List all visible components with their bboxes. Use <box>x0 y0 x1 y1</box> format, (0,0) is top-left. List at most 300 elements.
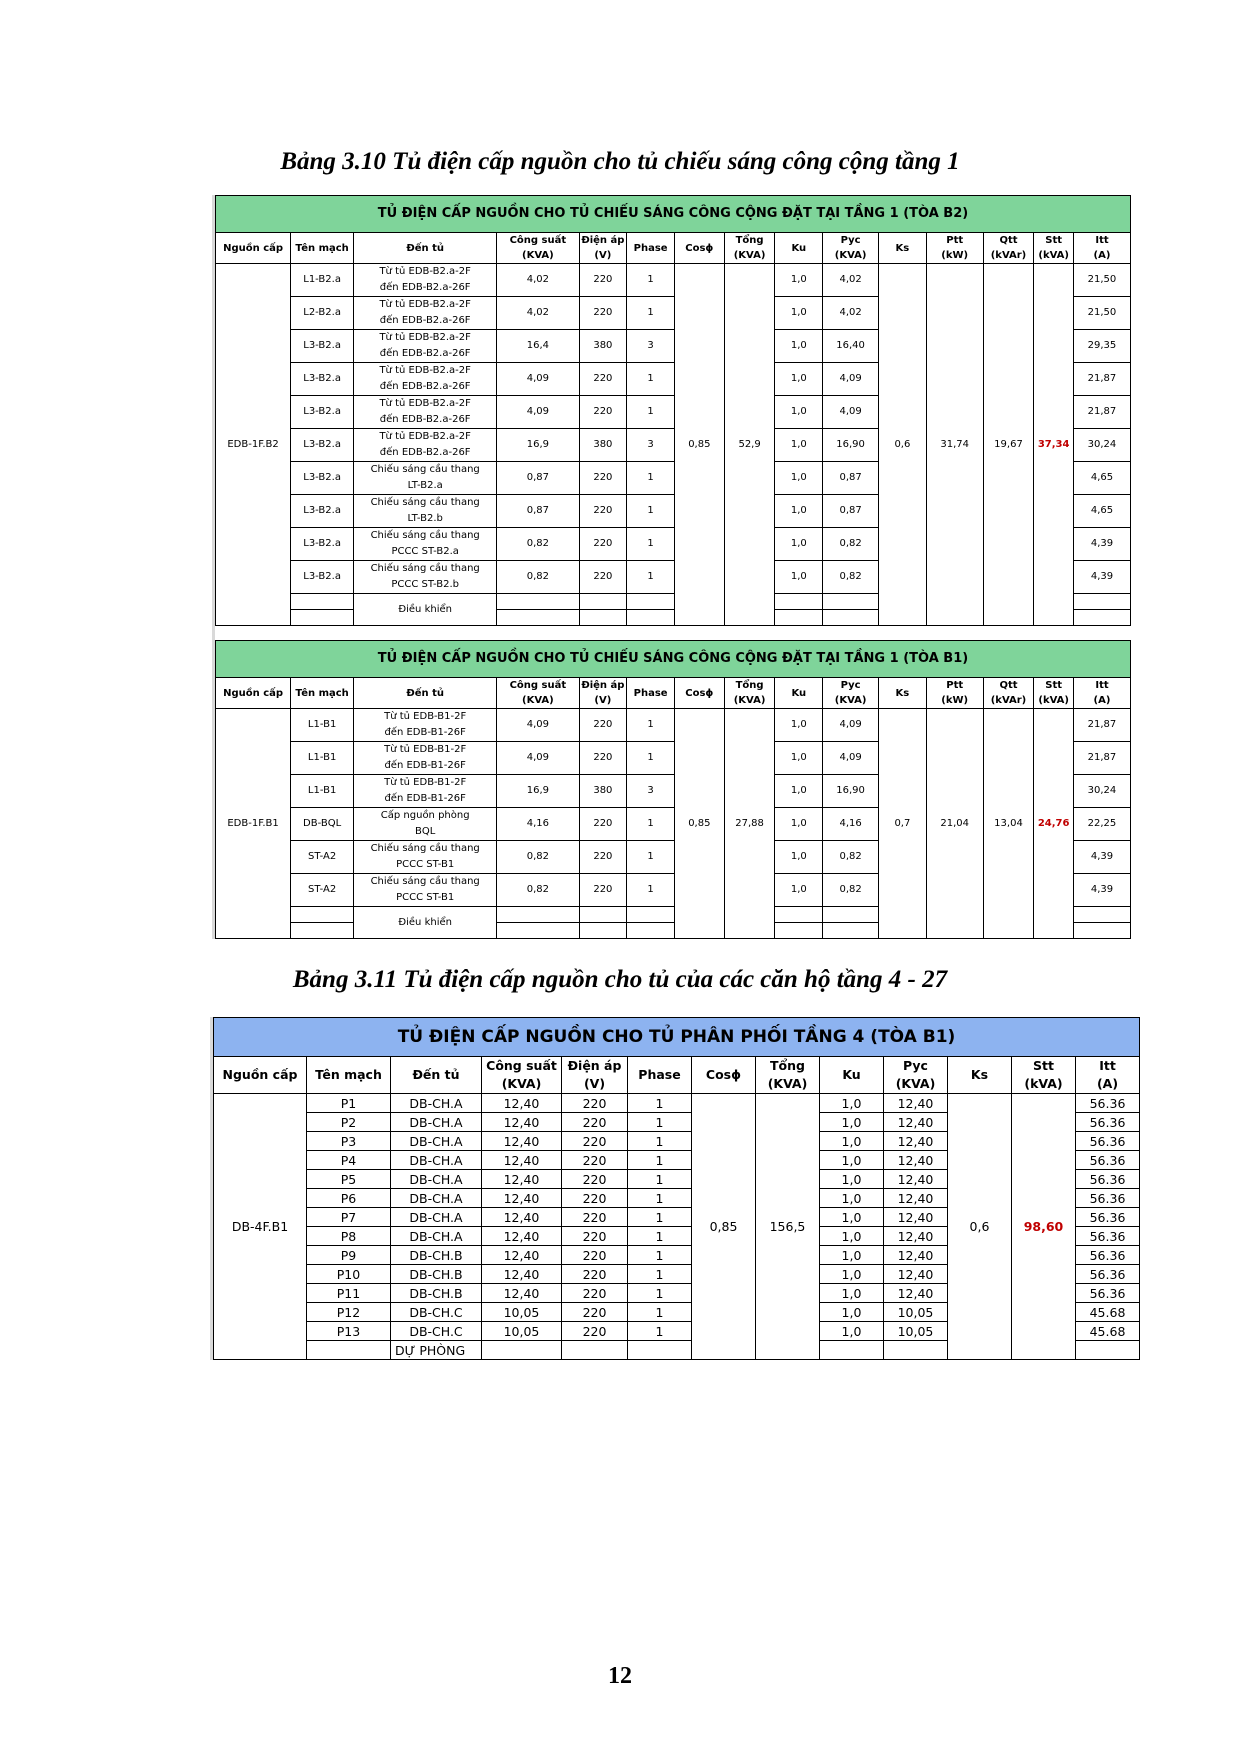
itt: 4,39 <box>1073 561 1130 594</box>
phase: 1 <box>627 808 675 841</box>
ku: 1,0 <box>775 264 823 297</box>
pyc: 4,09 <box>823 363 879 396</box>
power-kva: 12,40 <box>482 1151 562 1170</box>
col-total: Tổng (KVA) <box>724 233 775 264</box>
caption-table-3-11: Bảng 3.11 Tủ điện cấp nguồn cho tủ của các căn hộ tầng 4 - 27 <box>292 966 948 993</box>
pyc: 12,40 <box>884 1246 948 1265</box>
itt: 56.36 <box>1076 1094 1140 1113</box>
circuit-name: ST-A2 <box>291 874 354 907</box>
pyc: 12,40 <box>884 1227 948 1246</box>
table-title-row <box>214 1018 1140 1057</box>
total-kva: 52,9 <box>724 264 775 626</box>
pyc: 16,90 <box>823 429 879 462</box>
circuit-name: P9 <box>307 1246 391 1265</box>
pyc: 12,40 <box>884 1094 948 1113</box>
itt: 56.36 <box>1076 1284 1140 1303</box>
circuit-name: P3 <box>307 1132 391 1151</box>
to-panel: Từ tủ EDB-B2.a-2F đến EDB-B2.a-26F <box>354 297 497 330</box>
phase: 1 <box>627 297 675 330</box>
page-number: 12 <box>608 1663 632 1689</box>
to-panel: Chiếu sáng cầu thang PCCC ST-B1 <box>354 874 497 907</box>
voltage: 220 <box>562 1284 628 1303</box>
phase: 1 <box>627 709 675 742</box>
to-panel: Từ tủ EDB-B2.a-2F đến EDB-B2.a-26F <box>354 429 497 462</box>
power-kva: 12,40 <box>482 1227 562 1246</box>
itt: 29,35 <box>1073 330 1130 363</box>
ku: 1,0 <box>775 874 823 907</box>
col-power: Công suất (KVA) <box>497 233 579 264</box>
pyc: 12,40 <box>884 1208 948 1227</box>
phase: 1 <box>627 561 675 594</box>
pyc: 12,40 <box>884 1151 948 1170</box>
itt: 4,39 <box>1073 841 1130 874</box>
voltage: 220 <box>562 1246 628 1265</box>
power-kva: 16,4 <box>497 330 579 363</box>
col-stt: Stt (kVA) <box>1034 233 1074 264</box>
col-source: Nguồn cấp <box>214 1057 307 1094</box>
phase: 1 <box>628 1208 692 1227</box>
ku: 1,0 <box>775 396 823 429</box>
voltage: 220 <box>579 841 627 874</box>
itt: 30,24 <box>1073 775 1130 808</box>
phase: 1 <box>628 1265 692 1284</box>
col-voltage: Điện áp (V) <box>579 678 627 709</box>
header-row <box>216 233 1131 264</box>
to-panel: Chiếu sáng cầu thang PCCC ST-B2.b <box>354 561 497 594</box>
voltage: 220 <box>579 297 627 330</box>
to-panel: Từ tủ EDB-B1-2F đến EDB-B1-26F <box>354 775 497 808</box>
col-ku: Ku <box>775 678 823 709</box>
col-circuit: Tên mạch <box>291 678 354 709</box>
itt: 4,65 <box>1073 462 1130 495</box>
to-panel: Chiếu sáng cầu thang PCCC ST-B2.a <box>354 528 497 561</box>
itt: 21,50 <box>1073 297 1130 330</box>
to-panel: Từ tủ EDB-B1-2F đến EDB-B1-26F <box>354 742 497 775</box>
col-circuit: Tên mạch <box>307 1057 391 1094</box>
source-panel: DB-4F.B1 <box>214 1094 307 1360</box>
power-kva: 12,40 <box>482 1208 562 1227</box>
pyc: 0,82 <box>823 561 879 594</box>
itt: 56.36 <box>1076 1227 1140 1246</box>
col-phase: Phase <box>627 678 675 709</box>
col-pyc: Pyc (KVA) <box>823 678 879 709</box>
col-ku: Ku <box>820 1057 884 1094</box>
power-kva: 0,82 <box>497 841 579 874</box>
qtt: 13,04 <box>983 709 1034 939</box>
col-ku: Ku <box>775 233 823 264</box>
ptt: 21,04 <box>926 709 983 939</box>
itt: 21,87 <box>1073 363 1130 396</box>
ku: 1,0 <box>820 1094 884 1113</box>
header-row <box>216 678 1131 709</box>
ku: 1,0 <box>775 330 823 363</box>
to-panel: DB-CH.A <box>391 1113 482 1132</box>
stt: 24,76 <box>1034 709 1074 939</box>
circuit-name: L1-B1 <box>291 709 354 742</box>
voltage: 220 <box>562 1170 628 1189</box>
col-to-panel: Đến tủ <box>354 678 497 709</box>
ku: 1,0 <box>775 429 823 462</box>
to-panel: Chiếu sáng cầu thang LT-B2.b <box>354 495 497 528</box>
circuit-name: L3-B2.a <box>291 396 354 429</box>
itt: 56.36 <box>1076 1208 1140 1227</box>
col-stt: Stt (kVA) <box>1034 678 1074 709</box>
itt: 56.36 <box>1076 1189 1140 1208</box>
spreadsheet-table-3-11 <box>210 1017 1140 1360</box>
qtt: 19,67 <box>983 264 1034 626</box>
pyc: 4,02 <box>823 297 879 330</box>
itt: 21,87 <box>1073 742 1130 775</box>
control-label: Điều khiển <box>354 907 497 939</box>
voltage: 220 <box>579 808 627 841</box>
itt: 4,39 <box>1073 874 1130 907</box>
ks: 0,6 <box>879 264 927 626</box>
power-kva: 4,09 <box>497 396 579 429</box>
power-kva: 0,82 <box>497 528 579 561</box>
itt: 21,50 <box>1073 264 1130 297</box>
power-kva: 0,87 <box>497 462 579 495</box>
ptt: 31,74 <box>926 264 983 626</box>
power-kva: 12,40 <box>482 1094 562 1113</box>
circuit-name: L3-B2.a <box>291 462 354 495</box>
pyc: 0,82 <box>823 874 879 907</box>
col-power: Công suất (KVA) <box>482 1057 562 1094</box>
voltage: 380 <box>579 429 627 462</box>
cosphi: 0,85 <box>674 264 724 626</box>
pyc: 4,02 <box>823 264 879 297</box>
to-panel: DB-CH.B <box>391 1265 482 1284</box>
col-pyc: Pyc (KVA) <box>884 1057 948 1094</box>
power-kva: 12,40 <box>482 1189 562 1208</box>
ku: 1,0 <box>775 808 823 841</box>
circuit-name: P5 <box>307 1170 391 1189</box>
pyc: 0,87 <box>823 462 879 495</box>
table-title: TỦ ĐIỆN CẤP NGUỒN CHO TỦ CHIẾU SÁNG CÔNG CỘNG ĐẶT TẠI TẦNG 1 (TÒA B2) <box>216 196 1131 233</box>
circuit-name: L1-B2.a <box>291 264 354 297</box>
itt: 21,87 <box>1073 396 1130 429</box>
col-qtt: Qtt (kVAr) <box>983 678 1034 709</box>
ku: 1,0 <box>820 1189 884 1208</box>
circuit-name: L3-B2.a <box>291 561 354 594</box>
phase: 1 <box>628 1113 692 1132</box>
pyc: 4,09 <box>823 742 879 775</box>
phase: 1 <box>627 742 675 775</box>
ku: 1,0 <box>775 462 823 495</box>
ku: 1,0 <box>820 1151 884 1170</box>
col-itt: Itt (A) <box>1076 1057 1140 1094</box>
power-kva: 16,9 <box>497 775 579 808</box>
pyc: 0,82 <box>823 528 879 561</box>
itt: 45.68 <box>1076 1322 1140 1341</box>
ku: 1,0 <box>775 528 823 561</box>
to-panel: DB-CH.A <box>391 1227 482 1246</box>
power-kva: 12,40 <box>482 1284 562 1303</box>
circuit-name: L2-B2.a <box>291 297 354 330</box>
to-panel: DB-CH.A <box>391 1208 482 1227</box>
ku: 1,0 <box>820 1132 884 1151</box>
col-stt: Stt (kVA) <box>1012 1057 1076 1094</box>
to-panel: Từ tủ EDB-B2.a-2F đến EDB-B2.a-26F <box>354 330 497 363</box>
to-panel: DB-CH.A <box>391 1151 482 1170</box>
pyc: 12,40 <box>884 1113 948 1132</box>
col-ptt: Ptt (kW) <box>926 678 983 709</box>
power-kva: 10,05 <box>482 1303 562 1322</box>
voltage: 380 <box>579 330 627 363</box>
to-panel: DB-CH.A <box>391 1094 482 1113</box>
phase: 1 <box>628 1170 692 1189</box>
table-title-row <box>216 196 1131 233</box>
phase: 1 <box>627 363 675 396</box>
spacer-row <box>216 626 1131 641</box>
col-qtt: Qtt (kVAr) <box>983 233 1034 264</box>
voltage: 220 <box>579 709 627 742</box>
itt: 22,25 <box>1073 808 1130 841</box>
circuit-name: P11 <box>307 1284 391 1303</box>
pyc: 12,40 <box>884 1265 948 1284</box>
ku: 1,0 <box>820 1113 884 1132</box>
col-itt: Itt (A) <box>1073 678 1130 709</box>
col-ptt: Ptt (kW) <box>926 233 983 264</box>
voltage: 220 <box>562 1208 628 1227</box>
power-kva: 0,87 <box>497 495 579 528</box>
pyc: 4,16 <box>823 808 879 841</box>
power-kva: 16,9 <box>497 429 579 462</box>
voltage: 380 <box>579 775 627 808</box>
phase: 3 <box>627 429 675 462</box>
circuit-name: P1 <box>307 1094 391 1113</box>
power-kva: 12,40 <box>482 1246 562 1265</box>
itt: 56.36 <box>1076 1151 1140 1170</box>
to-panel: DB-CH.A <box>391 1170 482 1189</box>
pyc: 4,09 <box>823 396 879 429</box>
voltage: 220 <box>562 1189 628 1208</box>
col-source: Nguồn cấp <box>216 233 291 264</box>
table-title-row <box>216 641 1131 678</box>
phase: 1 <box>627 495 675 528</box>
phase: 1 <box>628 1227 692 1246</box>
ku: 1,0 <box>775 363 823 396</box>
power-kva: 12,40 <box>482 1170 562 1189</box>
to-panel: Chiếu sáng cầu thang PCCC ST-B1 <box>354 841 497 874</box>
pyc: 12,40 <box>884 1284 948 1303</box>
pyc: 16,40 <box>823 330 879 363</box>
power-kva: 0,82 <box>497 561 579 594</box>
power-kva: 4,09 <box>497 742 579 775</box>
voltage: 220 <box>562 1303 628 1322</box>
itt: 45.68 <box>1076 1303 1140 1322</box>
circuit-name: P7 <box>307 1208 391 1227</box>
phase: 1 <box>627 841 675 874</box>
to-panel: DB-CH.B <box>391 1284 482 1303</box>
phase: 1 <box>627 462 675 495</box>
power-kva: 0,82 <box>497 874 579 907</box>
col-cosphi: Cosϕ <box>674 678 724 709</box>
voltage: 220 <box>579 561 627 594</box>
circuit-name: L1-B1 <box>291 775 354 808</box>
to-panel: Từ tủ EDB-B2.a-2F đến EDB-B2.a-26F <box>354 363 497 396</box>
col-phase: Phase <box>628 1057 692 1094</box>
voltage: 220 <box>562 1322 628 1341</box>
col-phase: Phase <box>627 233 675 264</box>
col-cosphi: Cosϕ <box>674 233 724 264</box>
itt: 56.36 <box>1076 1170 1140 1189</box>
table-title: TỦ ĐIỆN CẤP NGUỒN CHO TỦ PHÂN PHỐI TẦNG 4 (TÒA B1) <box>214 1018 1140 1057</box>
voltage: 220 <box>579 396 627 429</box>
phase: 3 <box>627 775 675 808</box>
table-4f-b1 <box>213 1017 1140 1360</box>
ku: 1,0 <box>775 841 823 874</box>
circuit-name: L3-B2.a <box>291 330 354 363</box>
voltage: 220 <box>579 528 627 561</box>
to-panel: DB-CH.B <box>391 1246 482 1265</box>
phase: 1 <box>627 264 675 297</box>
ku: 1,0 <box>820 1284 884 1303</box>
col-voltage: Điện áp (V) <box>562 1057 628 1094</box>
ku: 1,0 <box>820 1303 884 1322</box>
pyc: 10,05 <box>884 1303 948 1322</box>
col-pyc: Pyc (KVA) <box>823 233 879 264</box>
ku: 1,0 <box>775 742 823 775</box>
voltage: 220 <box>562 1094 628 1113</box>
ku: 1,0 <box>820 1322 884 1341</box>
power-kva: 4,09 <box>497 363 579 396</box>
to-panel: Cấp nguồn phòng BQL <box>354 808 497 841</box>
phase: 1 <box>628 1132 692 1151</box>
itt: 4,65 <box>1073 495 1130 528</box>
voltage: 220 <box>562 1265 628 1284</box>
pyc: 10,05 <box>884 1322 948 1341</box>
voltage: 220 <box>579 462 627 495</box>
ku: 1,0 <box>775 297 823 330</box>
col-ks: Ks <box>948 1057 1012 1094</box>
pyc: 0,87 <box>823 495 879 528</box>
stt: 98,60 <box>1012 1094 1076 1360</box>
to-panel: Từ tủ EDB-B2.a-2F đến EDB-B2.a-26F <box>354 396 497 429</box>
col-cosphi: Cosϕ <box>692 1057 756 1094</box>
voltage: 220 <box>579 495 627 528</box>
col-itt: Itt (A) <box>1073 233 1130 264</box>
itt: 56.36 <box>1076 1113 1140 1132</box>
itt: 56.36 <box>1076 1246 1140 1265</box>
voltage: 220 <box>562 1113 628 1132</box>
power-kva: 4,09 <box>497 709 579 742</box>
header-row <box>214 1057 1140 1094</box>
table-title: TỦ ĐIỆN CẤP NGUỒN CHO TỦ CHIẾU SÁNG CÔNG CỘNG ĐẶT TẠI TẦNG 1 (TÒA B1) <box>216 641 1131 678</box>
pyc: 0,82 <box>823 841 879 874</box>
ku: 1,0 <box>820 1227 884 1246</box>
circuit-name: L1-B1 <box>291 742 354 775</box>
power-kva: 4,02 <box>497 297 579 330</box>
phase: 1 <box>628 1303 692 1322</box>
ku: 1,0 <box>820 1208 884 1227</box>
power-kva: 12,40 <box>482 1265 562 1284</box>
phase: 1 <box>628 1094 692 1113</box>
circuit-name: P2 <box>307 1113 391 1132</box>
to-panel: DB-CH.A <box>391 1189 482 1208</box>
itt: 21,87 <box>1073 709 1130 742</box>
ku: 1,0 <box>820 1170 884 1189</box>
col-source: Nguồn cấp <box>216 678 291 709</box>
voltage: 220 <box>579 874 627 907</box>
phase: 1 <box>628 1284 692 1303</box>
to-panel: Từ tủ EDB-B1-2F đến EDB-B1-26F <box>354 709 497 742</box>
power-kva: 12,40 <box>482 1113 562 1132</box>
phase: 1 <box>628 1189 692 1208</box>
voltage: 220 <box>562 1132 628 1151</box>
table-row <box>216 709 1131 742</box>
ku: 1,0 <box>775 775 823 808</box>
table-row <box>216 264 1131 297</box>
voltage: 220 <box>562 1227 628 1246</box>
voltage: 220 <box>579 363 627 396</box>
pyc: 12,40 <box>884 1170 948 1189</box>
voltage: 220 <box>579 264 627 297</box>
pyc: 4,09 <box>823 709 879 742</box>
phase: 1 <box>628 1151 692 1170</box>
pyc: 16,90 <box>823 775 879 808</box>
pyc: 12,40 <box>884 1132 948 1151</box>
circuit-name: P12 <box>307 1303 391 1322</box>
col-total: Tổng (KVA) <box>724 678 775 709</box>
phase: 1 <box>627 528 675 561</box>
source-panel: EDB-1F.B2 <box>216 264 291 626</box>
to-panel: DB-CH.C <box>391 1322 482 1341</box>
circuit-name: L3-B2.a <box>291 528 354 561</box>
ku: 1,0 <box>820 1246 884 1265</box>
control-label: Điều khiển <box>354 594 497 626</box>
col-power: Công suất (KVA) <box>497 678 579 709</box>
itt: 30,24 <box>1073 429 1130 462</box>
circuit-name: P8 <box>307 1227 391 1246</box>
power-kva: 12,40 <box>482 1132 562 1151</box>
to-panel: Từ tủ EDB-B2.a-2F đến EDB-B2.a-26F <box>354 264 497 297</box>
itt: 56.36 <box>1076 1132 1140 1151</box>
circuit-name: P10 <box>307 1265 391 1284</box>
cosphi: 0,85 <box>674 709 724 939</box>
voltage: 220 <box>579 742 627 775</box>
to-panel: DB-CH.A <box>391 1132 482 1151</box>
stt: 37,34 <box>1034 264 1074 626</box>
col-to-panel: Đến tủ <box>354 233 497 264</box>
phase: 1 <box>628 1246 692 1265</box>
table-row <box>214 1094 1140 1113</box>
ks: 0,7 <box>879 709 927 939</box>
total-kva: 27,88 <box>724 709 775 939</box>
power-kva: 4,02 <box>497 264 579 297</box>
phase: 1 <box>627 874 675 907</box>
total-kva: 156,5 <box>756 1094 820 1360</box>
circuit-name: DB-BQL <box>291 808 354 841</box>
to-panel: Chiếu sáng cầu thang LT-B2.a <box>354 462 497 495</box>
cosphi: 0,85 <box>692 1094 756 1360</box>
circuit-name: L3-B2.a <box>291 495 354 528</box>
spreadsheet-table-3-10 <box>212 195 1131 939</box>
ku: 1,0 <box>820 1265 884 1284</box>
col-voltage: Điện áp (V) <box>579 233 627 264</box>
circuit-name: L3-B2.a <box>291 429 354 462</box>
circuit-name: P4 <box>307 1151 391 1170</box>
itt: 56.36 <box>1076 1265 1140 1284</box>
col-ks: Ks <box>879 233 927 264</box>
to-panel: DB-CH.C <box>391 1303 482 1322</box>
circuit-name: ST-A2 <box>291 841 354 874</box>
circuit-name: P6 <box>307 1189 391 1208</box>
power-kva: 4,16 <box>497 808 579 841</box>
ku: 1,0 <box>775 561 823 594</box>
caption-table-3-10: Bảng 3.10 Tủ điện cấp nguồn cho tủ chiếu sáng công cộng tầng 1 <box>280 148 960 175</box>
power-kva: 10,05 <box>482 1322 562 1341</box>
itt: 4,39 <box>1073 528 1130 561</box>
